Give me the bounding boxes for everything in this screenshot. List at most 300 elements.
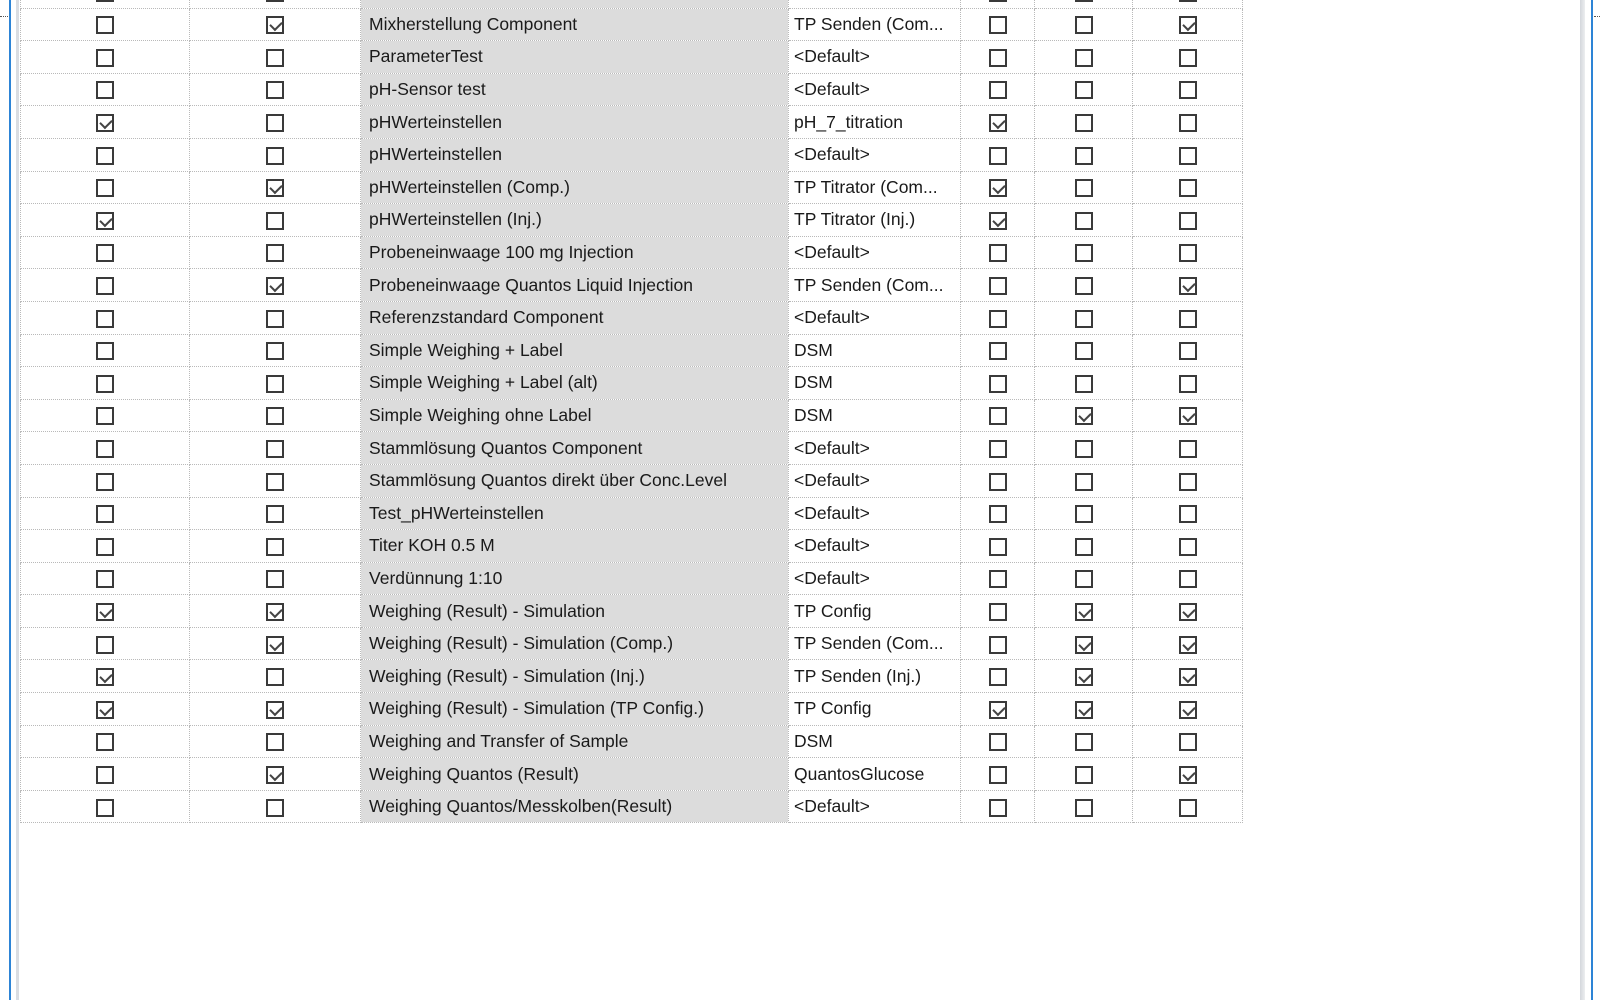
column-5-checkbox[interactable] [989,244,1007,262]
config-cell[interactable]: TP Senden (Com... [789,269,961,302]
column-6-cell [1035,138,1133,171]
column-5-checkbox[interactable] [989,16,1007,34]
config-cell[interactable]: TP Config [789,693,961,726]
column-1-cell [21,204,190,237]
column-2-checkbox[interactable] [266,114,284,132]
table-row[interactable] [21,432,1243,465]
column-2-checkbox[interactable] [266,538,284,556]
column-5-cell [961,725,1035,758]
config-cell[interactable]: DSM [789,725,961,758]
column-7-cell [1133,236,1243,269]
column-6-checkbox[interactable] [1075,570,1093,588]
panel-edge-left [16,0,19,1000]
table-row[interactable] [21,269,1243,302]
column-2-cell [190,432,361,465]
column-6-checkbox[interactable] [1075,277,1093,295]
column-5-checkbox[interactable] [989,570,1007,588]
table-row[interactable] [21,204,1243,237]
column-1-checkbox[interactable] [96,244,114,262]
config-cell[interactable]: <Default> [789,236,961,269]
method-name: pHWerteinstellen [361,138,789,171]
column-1-checkbox[interactable] [96,179,114,197]
column-7-cell [1133,269,1243,302]
column-1-checkbox[interactable] [96,342,114,360]
column-2-checkbox[interactable] [266,277,284,295]
column-1-cell [21,660,190,693]
column-2-cell [190,301,361,334]
column-6-cell [1035,334,1133,367]
column-5-cell [961,627,1035,660]
table-row[interactable] [21,106,1243,139]
focus-indicator [1594,16,1600,17]
column-7-cell [1133,171,1243,204]
column-5-checkbox[interactable] [989,179,1007,197]
column-2-cell [190,627,361,660]
table-row[interactable] [21,41,1243,74]
window-border-right [1591,0,1593,1000]
config-cell[interactable]: DSM [789,334,961,367]
column-5-cell [961,497,1035,530]
column-7-checkbox[interactable] [1179,212,1197,230]
column-7-checkbox[interactable] [1179,244,1197,262]
column-6-checkbox[interactable] [1075,49,1093,67]
column-5-checkbox[interactable] [989,766,1007,784]
column-7-cell [1133,758,1243,791]
method-name: Mixherstellung Component [361,8,789,41]
method-name: Weighing Quantos (Result) [361,758,789,791]
column-6-cell [1035,725,1133,758]
column-7-checkbox[interactable] [1179,407,1197,425]
column-7-checkbox[interactable] [1179,147,1197,165]
column-1-cell [21,497,190,530]
column-5-cell [961,334,1035,367]
column-6-cell [1035,530,1133,563]
column-6-cell [1035,269,1133,302]
column-7-checkbox[interactable] [1179,766,1197,784]
column-5-checkbox[interactable] [989,636,1007,654]
column-2-checkbox[interactable] [266,701,284,719]
column-2-cell [190,0,361,8]
column-5-checkbox[interactable] [989,407,1007,425]
column-5-checkbox[interactable] [989,49,1007,67]
table-row[interactable] [21,725,1243,758]
column-5-checkbox[interactable] [989,799,1007,817]
column-6-checkbox[interactable] [1075,538,1093,556]
column-1-checkbox[interactable] [96,81,114,99]
config-cell[interactable]: <Default> [789,301,961,334]
column-2-checkbox[interactable] [266,668,284,686]
column-1-checkbox[interactable] [96,310,114,328]
column-5-cell [961,693,1035,726]
column-7-checkbox[interactable] [1179,570,1197,588]
column-6-cell [1035,8,1133,41]
column-2-checkbox[interactable] [266,310,284,328]
column-1-checkbox[interactable] [96,473,114,491]
config-cell[interactable]: <Default> [789,432,961,465]
column-2-checkbox[interactable] [266,49,284,67]
column-7-cell [1133,138,1243,171]
column-6-cell [1035,562,1133,595]
table-row[interactable] [21,464,1243,497]
column-7-checkbox[interactable] [1179,473,1197,491]
column-5-checkbox[interactable] [989,212,1007,230]
config-cell[interactable]: DSM [789,367,961,400]
column-6-checkbox[interactable] [1075,244,1093,262]
column-2-checkbox[interactable] [266,733,284,751]
column-5-checkbox[interactable] [989,538,1007,556]
column-2-checkbox[interactable] [266,179,284,197]
column-6-checkbox[interactable] [1075,733,1093,751]
method-name: Probeneinwaage Quantos Liquid Injection [361,269,789,302]
column-6-checkbox[interactable] [1075,0,1093,2]
column-2-checkbox[interactable] [266,766,284,784]
config-cell[interactable] [789,0,961,8]
column-1-cell [21,725,190,758]
column-6-checkbox[interactable] [1075,16,1093,34]
column-7-checkbox[interactable] [1179,49,1197,67]
column-1-cell [21,432,190,465]
config-cell[interactable]: TP Senden (Com... [789,627,961,660]
column-6-cell [1035,758,1133,791]
method-name [361,0,789,8]
column-5-checkbox[interactable] [989,277,1007,295]
method-name: Weighing (Result) - Simulation (Inj.) [361,660,789,693]
table-row[interactable] [21,367,1243,400]
column-1-checkbox[interactable] [96,799,114,817]
column-5-cell [961,73,1035,106]
column-2-checkbox[interactable] [266,375,284,393]
table-row[interactable] [21,790,1243,823]
column-6-checkbox[interactable] [1075,310,1093,328]
column-2-cell [190,204,361,237]
column-7-cell [1133,399,1243,432]
column-2-checkbox[interactable] [266,244,284,262]
column-7-cell [1133,106,1243,139]
column-1-checkbox[interactable] [96,733,114,751]
column-6-checkbox[interactable] [1075,375,1093,393]
column-2-cell [190,269,361,302]
column-2-checkbox[interactable] [266,147,284,165]
column-5-checkbox[interactable] [989,0,1007,2]
column-2-cell [190,562,361,595]
config-cell[interactable]: <Default> [789,41,961,74]
column-1-checkbox[interactable] [96,407,114,425]
column-1-cell [21,627,190,660]
column-2-checkbox[interactable] [266,799,284,817]
table-row[interactable] [21,627,1243,660]
column-7-cell [1133,627,1243,660]
column-1-checkbox[interactable] [96,505,114,523]
column-6-cell [1035,41,1133,74]
method-name: pHWerteinstellen (Inj.) [361,204,789,237]
column-7-checkbox[interactable] [1179,179,1197,197]
column-2-checkbox[interactable] [266,505,284,523]
table-row[interactable] [21,236,1243,269]
column-1-cell [21,138,190,171]
column-2-checkbox[interactable] [266,342,284,360]
column-1-cell [21,0,190,8]
column-7-checkbox[interactable] [1179,799,1197,817]
column-2-checkbox[interactable] [266,81,284,99]
config-cell[interactable]: <Default> [789,562,961,595]
column-6-checkbox[interactable] [1075,766,1093,784]
table-row[interactable] [21,171,1243,204]
column-5-cell [961,236,1035,269]
column-2-cell [190,595,361,628]
column-1-cell [21,269,190,302]
config-cell[interactable]: TP Titrator (Inj.) [789,204,961,237]
table-row[interactable] [21,497,1243,530]
method-name: Probeneinwaage 100 mg Injection [361,236,789,269]
table-row[interactable] [21,530,1243,563]
method-name: Weighing (Result) - Simulation [361,595,789,628]
column-2-checkbox[interactable] [266,603,284,621]
table-row[interactable] [21,562,1243,595]
column-1-checkbox[interactable] [96,636,114,654]
column-5-cell [961,367,1035,400]
column-5-cell [961,432,1035,465]
column-1-checkbox[interactable] [96,603,114,621]
column-7-checkbox[interactable] [1179,310,1197,328]
table-row[interactable] [21,8,1243,41]
column-7-checkbox[interactable] [1179,277,1197,295]
table-row[interactable] [21,0,1243,8]
column-2-checkbox[interactable] [266,473,284,491]
column-2-cell [190,530,361,563]
column-5-cell [961,41,1035,74]
column-2-checkbox[interactable] [266,212,284,230]
column-6-cell [1035,497,1133,530]
config-cell[interactable]: <Default> [789,530,961,563]
column-6-cell [1035,790,1133,823]
column-7-checkbox[interactable] [1179,701,1197,719]
config-cell[interactable]: <Default> [789,464,961,497]
table-row[interactable] [21,334,1243,367]
column-6-checkbox[interactable] [1075,603,1093,621]
column-6-checkbox[interactable] [1075,473,1093,491]
column-5-checkbox[interactable] [989,114,1007,132]
column-6-cell [1035,399,1133,432]
column-6-checkbox[interactable] [1075,799,1093,817]
column-5-checkbox[interactable] [989,440,1007,458]
column-7-cell [1133,693,1243,726]
column-1-cell [21,367,190,400]
column-7-cell [1133,334,1243,367]
column-2-cell [190,8,361,41]
column-6-checkbox[interactable] [1075,701,1093,719]
method-name: pHWerteinstellen (Comp.) [361,171,789,204]
column-7-cell [1133,41,1243,74]
column-2-checkbox[interactable] [266,570,284,588]
column-1-cell [21,73,190,106]
column-2-cell [190,367,361,400]
column-5-checkbox[interactable] [989,603,1007,621]
column-1-checkbox[interactable] [96,114,114,132]
column-2-checkbox[interactable] [266,636,284,654]
column-5-cell [961,758,1035,791]
column-1-cell [21,530,190,563]
method-name: ParameterTest [361,41,789,74]
column-1-checkbox[interactable] [96,0,114,2]
column-5-checkbox[interactable] [989,733,1007,751]
column-7-checkbox[interactable] [1179,733,1197,751]
column-6-cell [1035,204,1133,237]
table-row[interactable] [21,73,1243,106]
column-2-checkbox[interactable] [266,16,284,34]
method-name: pHWerteinstellen [361,106,789,139]
column-6-cell [1035,693,1133,726]
column-6-cell [1035,595,1133,628]
column-1-checkbox[interactable] [96,147,114,165]
column-7-checkbox[interactable] [1179,375,1197,393]
table-row[interactable] [21,693,1243,726]
column-5-checkbox[interactable] [989,310,1007,328]
column-6-checkbox[interactable] [1075,407,1093,425]
column-2-cell [190,171,361,204]
column-6-checkbox[interactable] [1075,342,1093,360]
column-7-checkbox[interactable] [1179,440,1197,458]
column-1-checkbox[interactable] [96,375,114,393]
config-cell[interactable]: TP Senden (Inj.) [789,660,961,693]
config-cell[interactable]: <Default> [789,138,961,171]
column-6-checkbox[interactable] [1075,668,1093,686]
column-7-checkbox[interactable] [1179,538,1197,556]
column-7-checkbox[interactable] [1179,636,1197,654]
method-name: Stammlösung Quantos Component [361,432,789,465]
column-6-checkbox[interactable] [1075,505,1093,523]
column-2-cell [190,399,361,432]
column-6-checkbox[interactable] [1075,114,1093,132]
table-row[interactable] [21,758,1243,791]
column-1-cell [21,236,190,269]
column-5-cell [961,138,1035,171]
column-6-cell [1035,171,1133,204]
column-6-cell [1035,432,1133,465]
column-2-checkbox[interactable] [266,407,284,425]
column-7-checkbox[interactable] [1179,81,1197,99]
column-2-checkbox[interactable] [266,0,284,2]
column-5-checkbox[interactable] [989,375,1007,393]
column-1-cell [21,464,190,497]
method-name: Weighing (Result) - Simulation (TP Config.) [361,693,789,726]
column-5-cell [961,171,1035,204]
column-2-cell [190,106,361,139]
table-row[interactable] [21,301,1243,334]
method-name: Weighing and Transfer of Sample [361,725,789,758]
column-1-cell [21,106,190,139]
config-cell[interactable]: <Default> [789,790,961,823]
column-1-checkbox[interactable] [96,440,114,458]
column-1-checkbox[interactable] [96,16,114,34]
column-7-cell [1133,204,1243,237]
column-7-checkbox[interactable] [1179,0,1197,2]
config-cell[interactable]: TP Senden (Com... [789,8,961,41]
column-1-checkbox[interactable] [96,538,114,556]
table-row[interactable] [21,660,1243,693]
column-6-checkbox[interactable] [1075,147,1093,165]
column-5-cell [961,269,1035,302]
column-1-checkbox[interactable] [96,570,114,588]
column-1-checkbox[interactable] [96,212,114,230]
config-cell[interactable]: TP Titrator (Com... [789,171,961,204]
config-cell[interactable]: <Default> [789,497,961,530]
column-1-cell [21,301,190,334]
table-row[interactable] [21,138,1243,171]
column-2-cell [190,464,361,497]
column-6-cell [1035,236,1133,269]
column-5-checkbox[interactable] [989,668,1007,686]
column-2-cell [190,497,361,530]
column-1-checkbox[interactable] [96,766,114,784]
column-6-checkbox[interactable] [1075,179,1093,197]
column-6-cell [1035,367,1133,400]
column-1-checkbox[interactable] [96,277,114,295]
config-cell[interactable]: QuantosGlucose [789,758,961,791]
column-6-checkbox[interactable] [1075,636,1093,654]
table-row[interactable] [21,399,1243,432]
method-name: Referenzstandard Component [361,301,789,334]
column-5-checkbox[interactable] [989,505,1007,523]
column-1-cell [21,693,190,726]
column-7-cell [1133,301,1243,334]
column-6-cell [1035,301,1133,334]
column-2-checkbox[interactable] [266,440,284,458]
config-cell[interactable]: pH_7_titration [789,106,961,139]
column-7-cell [1133,8,1243,41]
column-5-checkbox[interactable] [989,342,1007,360]
column-6-checkbox[interactable] [1075,81,1093,99]
column-2-cell [190,790,361,823]
column-1-cell [21,595,190,628]
column-5-checkbox[interactable] [989,81,1007,99]
config-cell[interactable]: <Default> [789,73,961,106]
column-6-checkbox[interactable] [1075,212,1093,230]
column-5-checkbox[interactable] [989,473,1007,491]
column-5-checkbox[interactable] [989,147,1007,165]
column-1-checkbox[interactable] [96,49,114,67]
column-2-cell [190,138,361,171]
column-7-checkbox[interactable] [1179,603,1197,621]
column-7-cell [1133,595,1243,628]
method-name: Simple Weighing ohne Label [361,399,789,432]
column-1-cell [21,758,190,791]
column-1-checkbox[interactable] [96,701,114,719]
config-cell[interactable]: TP Config [789,595,961,628]
column-1-cell [21,171,190,204]
column-5-cell [961,660,1035,693]
column-5-cell [961,464,1035,497]
column-7-checkbox[interactable] [1179,668,1197,686]
column-7-checkbox[interactable] [1179,505,1197,523]
column-5-cell [961,106,1035,139]
column-7-checkbox[interactable] [1179,114,1197,132]
column-2-cell [190,73,361,106]
column-7-checkbox[interactable] [1179,342,1197,360]
column-5-cell [961,204,1035,237]
column-1-cell [21,8,190,41]
column-6-cell [1035,106,1133,139]
column-6-cell [1035,464,1133,497]
panel-edge-right [1580,0,1585,1000]
column-6-checkbox[interactable] [1075,440,1093,458]
column-5-checkbox[interactable] [989,701,1007,719]
table-row[interactable] [21,595,1243,628]
column-2-cell [190,41,361,74]
column-1-checkbox[interactable] [96,668,114,686]
column-7-checkbox[interactable] [1179,16,1197,34]
column-1-cell [21,562,190,595]
config-cell[interactable]: DSM [789,399,961,432]
